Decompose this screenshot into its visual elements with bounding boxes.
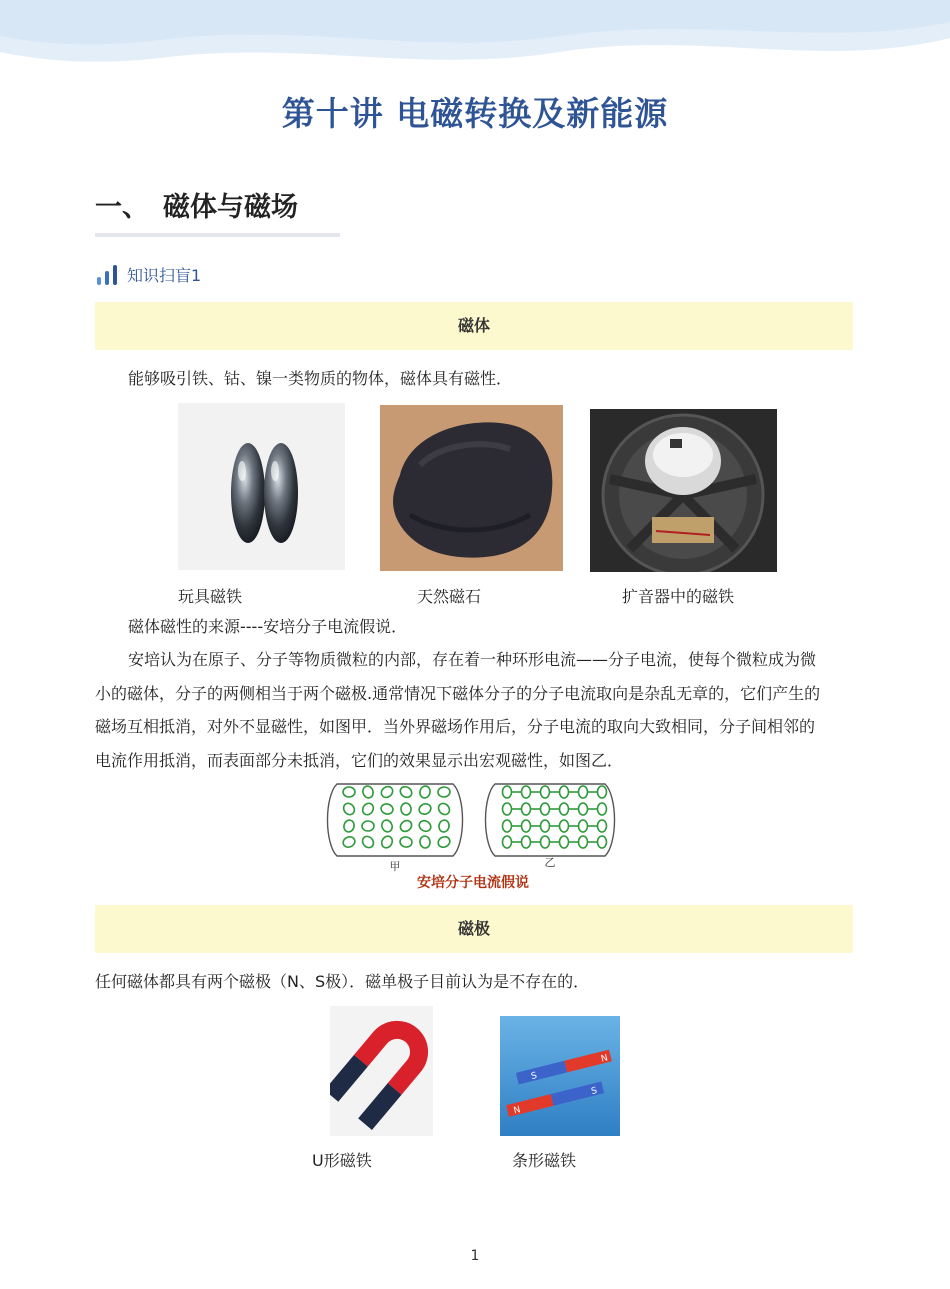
section-heading [95, 185, 298, 224]
aligned-current-loop [541, 803, 550, 815]
ampere-hypothesis-figure [323, 778, 623, 893]
aligned-current-loop [503, 836, 512, 848]
paragraph-ampere-line-1: 安培认为在原子、分子等物质微粒的内部，存在着一种环形电流——分子电流，使每个微粒成为微 [128, 650, 817, 669]
bar-magnet-photo [500, 1016, 620, 1136]
random-current-loop [401, 803, 412, 816]
paragraph-magnet-def: 能够吸引铁、钴、镍一类物质的物体，磁体具有磁性． [128, 369, 513, 388]
aligned-current-loop [541, 836, 550, 848]
random-current-loop [343, 819, 356, 833]
section-number: 一、 [95, 192, 149, 223]
magnet-letter-s-top: S [530, 1070, 539, 1083]
random-current-loop [380, 803, 394, 816]
section-title: 磁体与磁场 [163, 192, 298, 223]
paragraph-poles: 任何磁体都具有两个磁极（N、S极）．磁单极子目前认为是不存在的． [95, 972, 590, 991]
paragraph-ampere-line-3: 磁场互相抵消，对外不显磁性，如图甲．当外界磁场作用后，分子电流的取向大致相同，分子间相邻的 [95, 717, 816, 736]
aligned-current-loop [560, 786, 569, 798]
figure-caption: 安培分子电流假说 [417, 875, 529, 891]
aligned-current-loop [503, 820, 512, 832]
page-title: 第十讲 电磁转换及新能源 [281, 94, 669, 133]
random-current-loop [379, 784, 395, 799]
random-current-loop [398, 785, 414, 800]
random-current-loop [436, 835, 451, 849]
random-current-loop [342, 835, 357, 849]
paragraph-ampere-source: 磁体磁性的来源----安培分子电流假说． [128, 617, 408, 636]
random-current-loop [341, 801, 356, 817]
aligned-current-loop [560, 820, 569, 832]
random-current-loop [418, 802, 433, 816]
scan-label-text: 知识扫盲1 [127, 266, 202, 285]
random-current-loop [417, 819, 432, 834]
aligned-current-loop [560, 803, 569, 815]
magnet-letter-n-top: N [600, 1053, 609, 1065]
random-current-loop [419, 835, 430, 848]
random-current-loop [399, 836, 413, 848]
random-current-loop [360, 834, 375, 850]
section-underline [95, 233, 340, 237]
random-current-loop [436, 801, 451, 817]
random-current-loop [438, 786, 451, 797]
caption-toy-magnet: 玩具磁铁 [178, 587, 243, 606]
random-current-loop [360, 801, 375, 817]
random-current-loop [398, 818, 414, 833]
toy-magnet-photo [178, 403, 345, 570]
magnet-letter-s-bottom: S [590, 1085, 599, 1098]
figure-label-a: 甲 [389, 860, 401, 873]
paragraph-ampere-line-2: 小的磁体，分子的两侧相当于两个磁极.通常情况下磁体分子的分子电流取向是杂乱无章的，它们产生的 [95, 684, 821, 703]
caption-lodestone: 天然磁石 [417, 587, 482, 606]
topic-bar-pole: 磁极 [95, 905, 853, 953]
u-magnet-photo [330, 1006, 433, 1136]
aligned-current-loop [522, 803, 531, 815]
cylinder-a-loops [341, 784, 451, 849]
caption-u-magnet: U形磁铁 [312, 1151, 372, 1170]
aligned-current-loop [579, 836, 588, 848]
aligned-current-loop [579, 803, 588, 815]
random-current-loop [380, 834, 395, 849]
paragraph-ampere-line-4: 电流作用抵消，而表面部分未抵消，它们的效果显示出宏观磁性，如图乙． [95, 751, 624, 770]
random-current-loop [380, 819, 394, 834]
random-current-loop [362, 821, 375, 832]
aligned-current-loop [503, 786, 512, 798]
bar-chart-icon [95, 265, 119, 285]
caption-bar-magnet: 条形磁铁 [512, 1151, 577, 1170]
lodestone-photo [380, 405, 563, 571]
figure-label-b: 乙 [544, 856, 556, 869]
random-current-loop [438, 819, 450, 833]
aligned-current-loop [598, 803, 607, 815]
caption-speaker-magnet: 扩音器中的磁铁 [622, 587, 735, 606]
aligned-current-loop [598, 820, 607, 832]
header-wave-decoration [0, 0, 950, 80]
aligned-current-loop [598, 836, 607, 848]
random-current-loop [343, 787, 355, 797]
aligned-current-loop [560, 836, 569, 848]
speaker-magnet-photo [590, 409, 777, 572]
aligned-current-loop [541, 786, 550, 798]
aligned-current-loop [503, 803, 512, 815]
topic-bar-magnet: 磁体 [95, 302, 853, 350]
aligned-current-loop [522, 820, 531, 832]
aligned-current-loop [522, 786, 531, 798]
cylinder-b-loops [503, 786, 607, 848]
aligned-current-loop [579, 786, 588, 798]
knowledge-scan-label [95, 263, 201, 286]
page-number: 1 [470, 1248, 480, 1264]
magnet-letter-n-bottom: N [512, 1105, 522, 1117]
aligned-current-loop [541, 820, 550, 832]
aligned-current-loop [579, 820, 588, 832]
aligned-current-loop [598, 786, 607, 798]
random-current-loop [361, 785, 374, 800]
aligned-current-loop [522, 836, 531, 848]
random-current-loop [419, 785, 432, 799]
